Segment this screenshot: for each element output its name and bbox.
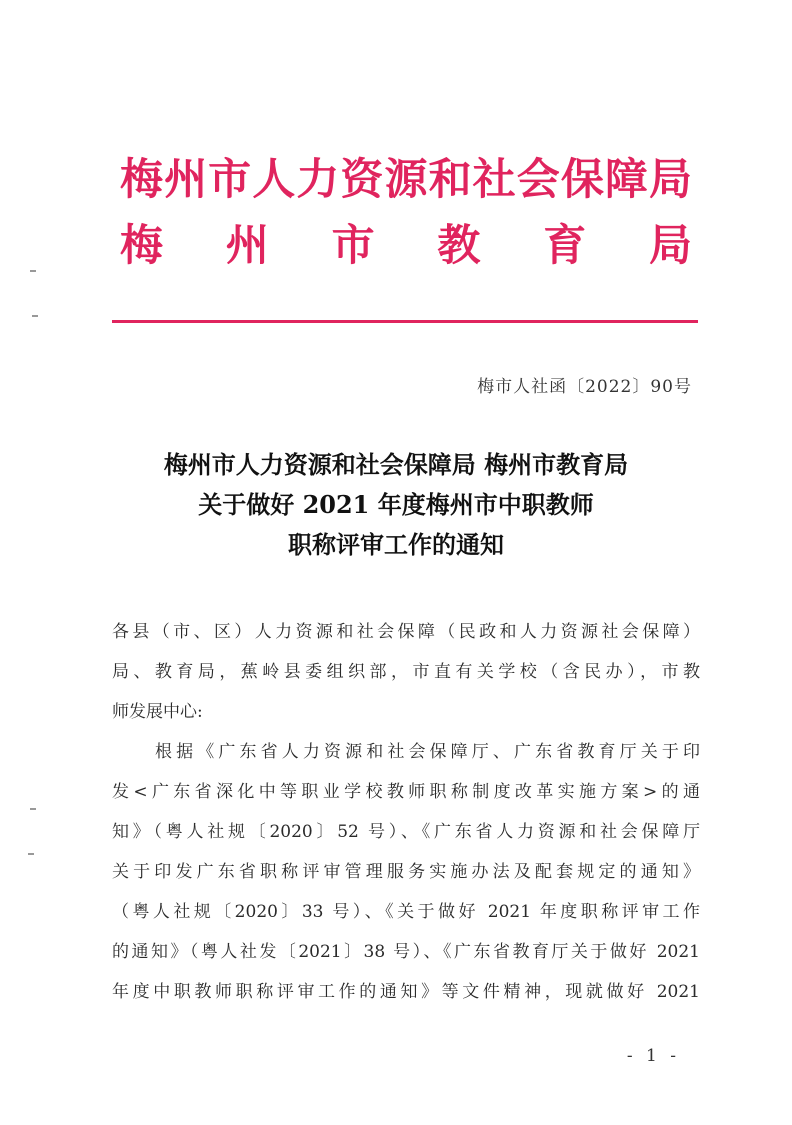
document-number: 梅市人社函〔2022〕90号 (477, 377, 692, 397)
body-line: 各县（市、区）人力资源和社会保障（民政和人力资源社会保障） (112, 622, 700, 642)
scan-artifact (32, 315, 38, 317)
document-title-line-1: 梅州市人力资源和社会保障局 梅州市教育局 (163, 450, 629, 479)
document-title-line-2: 关于做好 2021 年度梅州市中职教师 (198, 490, 594, 519)
red-divider (112, 320, 698, 323)
body-line: 关于印发广东省职称评审管理服务实施办法及配套规定的通知》 (112, 862, 700, 882)
scan-artifact (28, 853, 34, 855)
issuer-header-line-2: 梅州市教育局 (120, 221, 692, 271)
page-number: - 1 - (626, 1046, 680, 1066)
body-line: 的通知》（粤人社发〔2021〕38 号）、《广东省教育厅关于做好 2021 (112, 942, 700, 962)
body-line: 根据《广东省人力资源和社会保障厅、广东省教育厅关于印 (155, 742, 700, 762)
body-line: 知》（粤人社规〔2020〕52 号）、《广东省人力资源和社会保障厅 (112, 822, 700, 842)
document-title-line-3: 职称评审工作的通知 (288, 530, 504, 559)
body-line: 局、教育局，蕉岭县委组织部，市直有关学校（含民办），市教 (112, 662, 700, 682)
body-line: 师发展中心: (112, 702, 203, 722)
scan-artifact (30, 808, 36, 810)
body-line: 发<广东省深化中等职业学校教师职称制度改革实施方案>的通 (112, 782, 700, 802)
issuer-header-line-1: 梅州市人力资源和社会保障局 (120, 155, 692, 205)
scan-artifact (30, 270, 36, 272)
body-line: 年度中职教师职称评审工作的通知》等文件精神，现就做好 2021 (112, 982, 700, 1002)
body-line: （粤人社规〔2020〕33 号）、《关于做好 2021 年度职称评审工作 (112, 902, 700, 922)
